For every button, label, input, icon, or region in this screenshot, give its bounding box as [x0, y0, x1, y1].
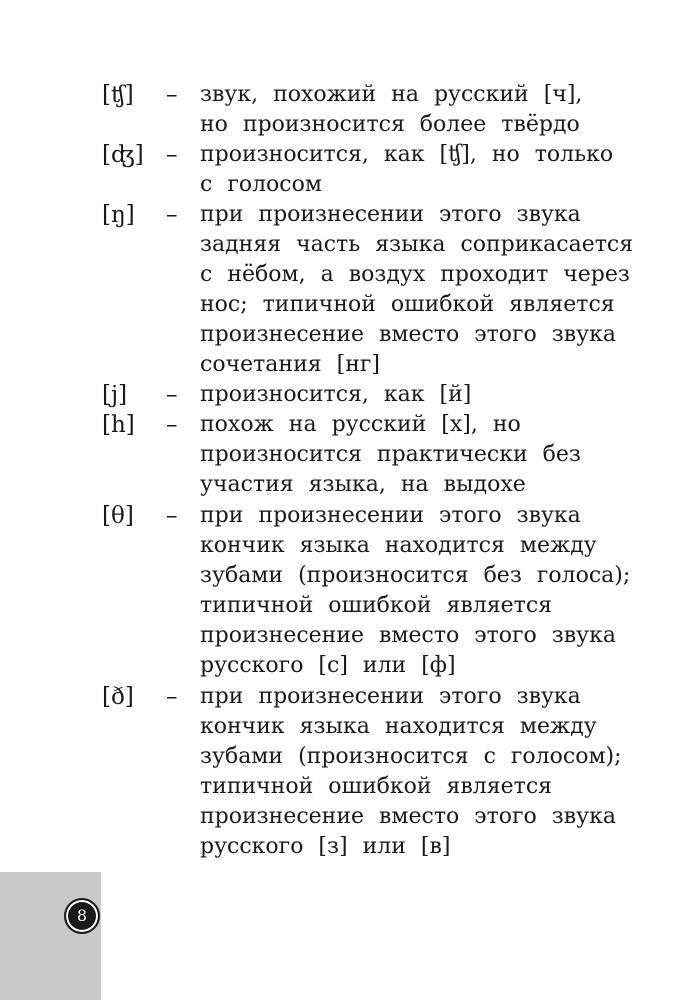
phonetic-entry — [0, 410, 682, 497]
phonetic-entry — [0, 682, 682, 859]
entry-dash: – — [166, 503, 178, 529]
phonetic-entry — [0, 501, 682, 678]
phonetic-symbol: [ŋ] — [102, 202, 135, 228]
description-line: типичной ошибкой является — [200, 593, 553, 618]
page-number: 8 — [64, 898, 100, 934]
phonetic-entry — [0, 80, 682, 137]
description-line: при произнесении этого звука — [200, 684, 581, 709]
description-line: с голосом — [200, 172, 322, 197]
phonetic-entry — [0, 380, 682, 408]
phonetic-symbol: [ʤ] — [102, 142, 144, 168]
description-line: участия языка, на выдохе — [200, 472, 526, 497]
description-line: типичной ошибкой является — [200, 774, 553, 799]
phonetic-entry — [0, 140, 682, 197]
description-line: звук, похожий на русский [ч], — [200, 82, 583, 107]
entry-dash: – — [166, 382, 178, 408]
entry-dash: – — [166, 142, 178, 168]
description-line: русского [с] или [ф] — [200, 653, 456, 678]
description-line: задняя часть языка соприкасается — [200, 232, 634, 257]
description-line: произнесение вместо этого звука — [200, 623, 616, 648]
phonetic-symbol: [ð] — [102, 684, 134, 710]
description-line: нос; типичной ошибкой является — [200, 292, 615, 317]
entry-dash: – — [166, 684, 178, 710]
phonetic-symbol: [h] — [102, 412, 135, 438]
phonetic-symbol: [j] — [102, 382, 128, 408]
description-line: при произнесении этого звука — [200, 503, 581, 528]
description-line: кончик языка находится между — [200, 533, 597, 558]
description-line: при произнесении этого звука — [200, 202, 581, 227]
description-line: произнесение вместо этого звука — [200, 322, 616, 347]
phonetic-entry — [0, 200, 682, 377]
description-line: произнесение вместо этого звука — [200, 804, 616, 829]
description-line: произносится, как [ʧ], но только — [200, 142, 614, 167]
description-line: произносится практически без — [200, 442, 581, 467]
description-line: зубами (произносится с голосом); — [200, 744, 622, 769]
description-line: похож на русский [х], но — [200, 412, 521, 437]
page-corner-tab — [0, 872, 101, 1000]
description-line: но произносится более твёрдо — [200, 112, 580, 137]
description-line: русского [з] или [в] — [200, 834, 451, 859]
description-line: произносится, как [й] — [200, 382, 472, 407]
entry-dash: – — [166, 412, 178, 438]
entry-dash: – — [166, 82, 178, 108]
phonetic-symbol: [θ] — [102, 503, 134, 529]
description-line: кончик языка находится между — [200, 714, 597, 739]
description-line: сочетания [нг] — [200, 352, 380, 377]
description-line: зубами (произносится без голоса); — [200, 563, 631, 588]
description-line: с нёбом, а воздух проходит через — [200, 262, 630, 287]
entry-dash: – — [166, 202, 178, 228]
phonetic-symbol: [ʧ] — [102, 82, 134, 108]
